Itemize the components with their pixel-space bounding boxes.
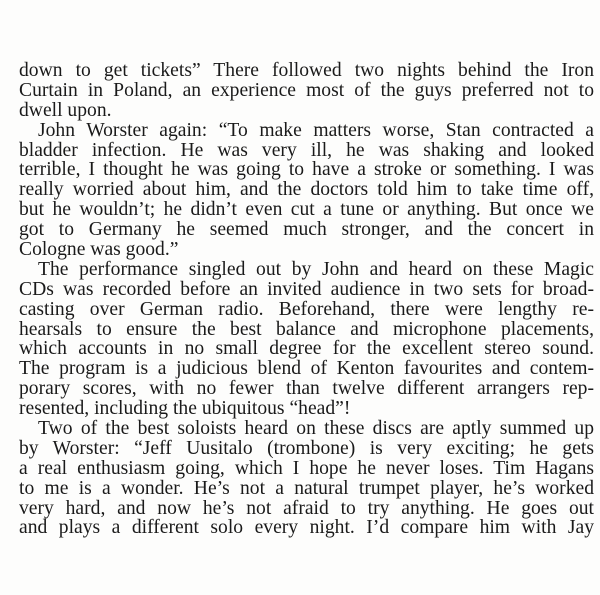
text-line: resented, including the ubiquitous “head”! xyxy=(19,398,351,420)
text-line: The performance singled out by John and heard on these Magic xyxy=(38,258,594,280)
text-line: and plays a different solo every night. I’d compare him with Jay xyxy=(19,517,594,539)
text-line: a real enthusiasm going, which I hope he never loses. Tim Hagans xyxy=(19,457,594,479)
paragraph xyxy=(19,419,594,538)
text-line: Two of the best soloists heard on these discs are aptly summed up xyxy=(38,418,594,440)
body-text xyxy=(19,61,594,538)
text-line: hearsals to ensure the best balance and microphone placements, xyxy=(19,318,594,340)
text-line: Cologne was good.” xyxy=(19,239,179,261)
text-line: down to get tickets” There followed two nights behind the Iron xyxy=(19,60,594,81)
text-line: really worried about him, and the doctors told him to take time off, xyxy=(19,179,594,201)
text-line: The program is a judicious blend of Kenton favourites and contem- xyxy=(19,358,594,380)
text-line: to me is a wonder. He’s not a natural trumpet player, he’s worked xyxy=(19,477,594,499)
text-line: but he wouldn’t; he didn’t even cut a tune or anything. But once we xyxy=(19,199,594,221)
text-line: very hard, and now he’s not afraid to try anything. He goes out xyxy=(19,497,594,519)
text-line: Curtain in Poland, an experience most of the guys preferred not to xyxy=(19,79,594,101)
text-line: by Worster: “Jeff Uusitalo (trombone) is very exciting; he gets xyxy=(19,437,594,459)
paragraph xyxy=(19,61,594,121)
text-line: which accounts in no small degree for the excellent stereo sound. xyxy=(19,338,594,360)
text-line: CDs was recorded before an invited audience in two sets for broad- xyxy=(19,278,594,300)
text-line: dwell upon. xyxy=(19,99,112,121)
paragraph xyxy=(19,260,594,419)
text-line: porary scores, with no fewer than twelve different arrangers rep- xyxy=(19,378,594,400)
text-line: casting over German radio. Beforehand, there were lengthy re- xyxy=(19,298,594,320)
text-line: John Worster again: “To make matters worse, Stan contracted a xyxy=(38,119,594,141)
paragraph xyxy=(19,121,594,260)
text-line: got to Germany he seemed much stronger, and the concert in xyxy=(19,219,594,241)
text-line: terrible, I thought he was going to have a stroke or something. I was xyxy=(19,159,594,181)
text-line: bladder infection. He was very ill, he was shaking and looked xyxy=(19,139,594,161)
